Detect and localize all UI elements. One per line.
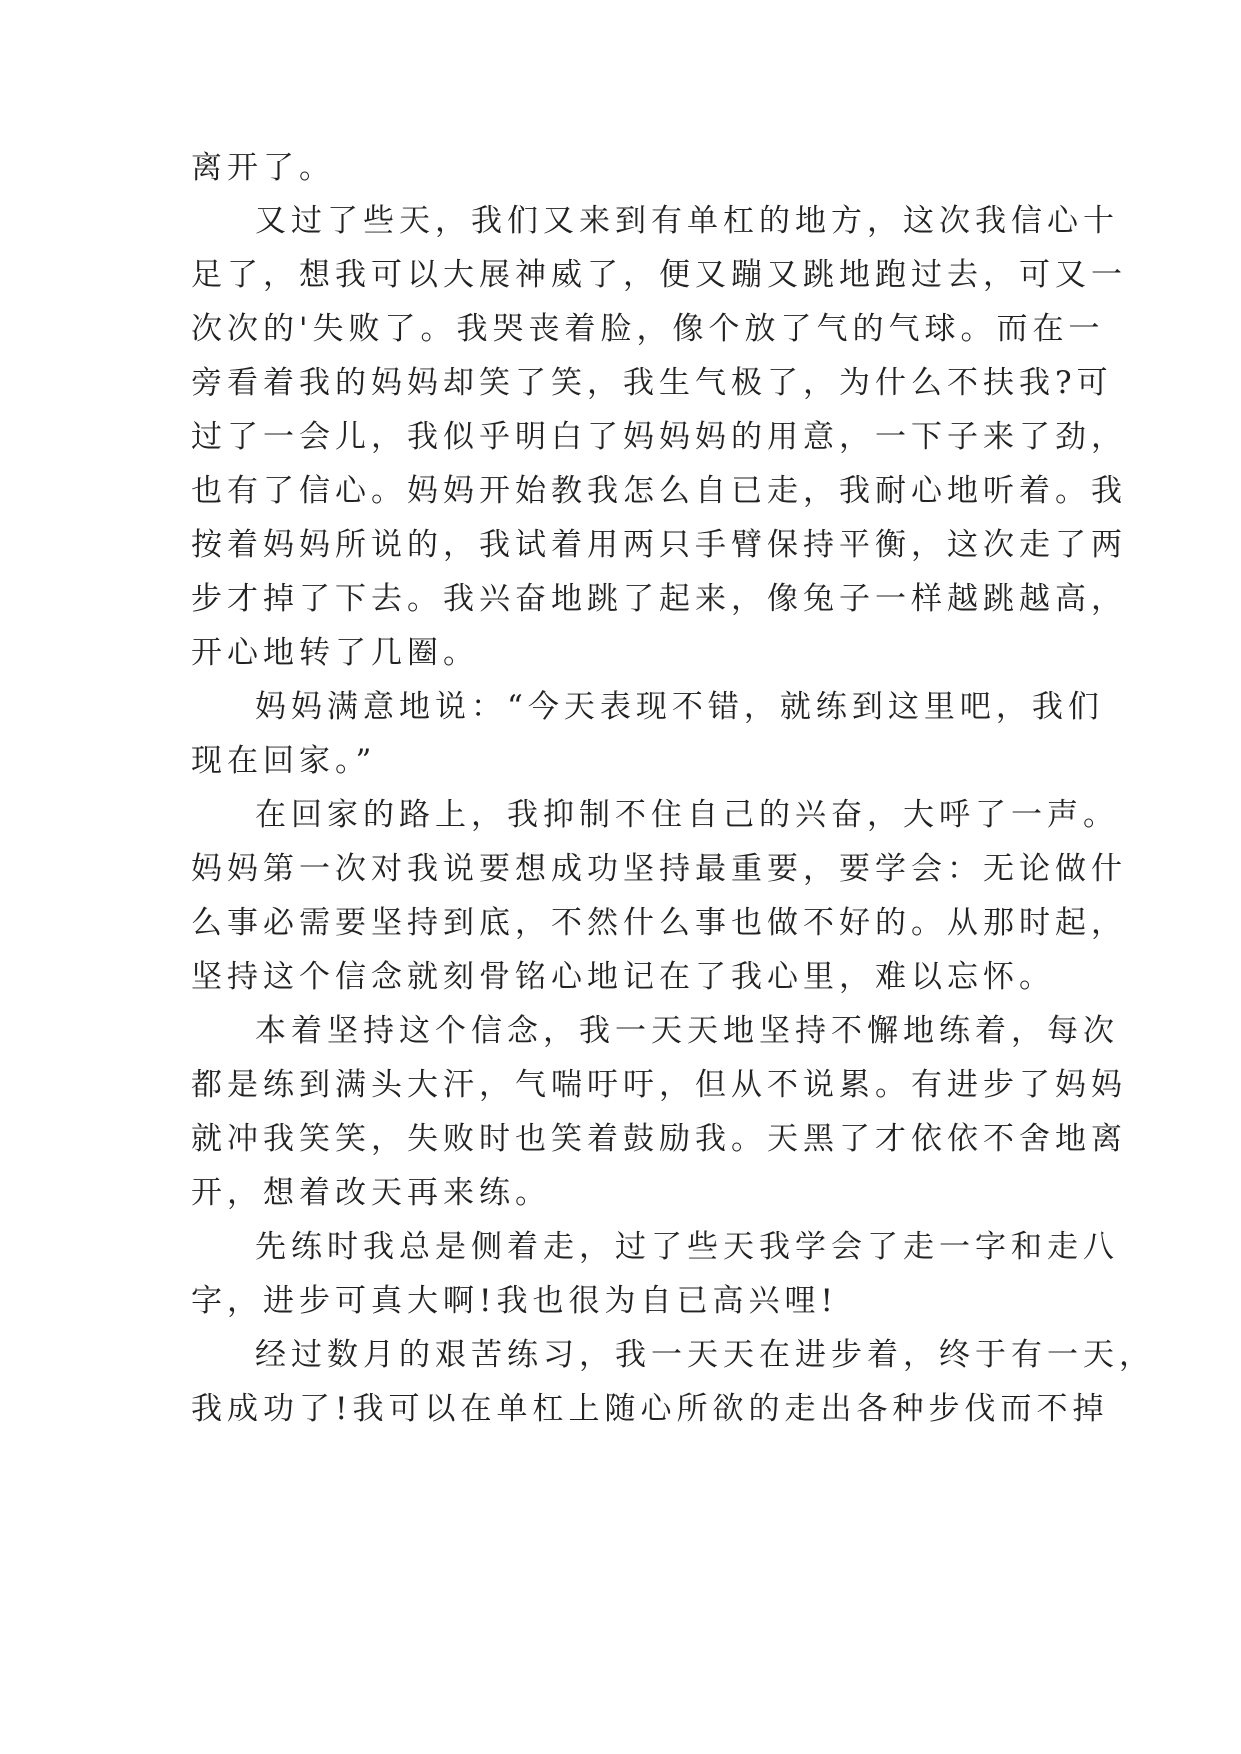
text-line: 么事必需要坚持到底，不然什么事也做不好的。从那时起， [191, 905, 1127, 941]
text-line: 我成功了!我可以在单杠上随心所欲的走出各种步伐而不掉 [191, 1391, 1109, 1427]
text-line: 次次的'失败了。我哭丧着脸，像个放了气的气球。而在一 [191, 311, 1105, 347]
text-line: 本着坚持这个信念，我一天天地坚持不懈地练着，每次 [255, 1013, 1119, 1049]
text-line: 足了，想我可以大展神威了，便又蹦又跳地跑过去，可又一 [191, 257, 1127, 293]
text-line: 现在回家。” [191, 743, 377, 779]
text-line: 先练时我总是侧着走，过了些天我学会了走一字和走八 [255, 1229, 1119, 1265]
text-line: 旁看着我的妈妈却笑了笑，我生气极了，为什么不扶我?可 [191, 365, 1113, 401]
text-line: 按着妈妈所说的，我试着用两只手臂保持平衡，这次走了两 [191, 527, 1127, 563]
text-line: 就冲我笑笑，失败时也笑着鼓励我。天黑了才依依不舍地离 [191, 1121, 1127, 1157]
text-line: 也有了信心。妈妈开始教我怎么自已走，我耐心地听着。我 [191, 473, 1127, 509]
text-line: 离开了。 [191, 150, 335, 186]
text-line: 过了一会儿，我似乎明白了妈妈妈的用意，一下子来了劲， [191, 419, 1127, 455]
text-line: 经过数月的艰苦练习，我一天天在进步着，终于有一天， [255, 1337, 1155, 1373]
text-line: 在回家的路上，我抑制不住自己的兴奋，大呼了一声。 [255, 797, 1119, 833]
text-line: 坚持这个信念就刻骨铭心地记在了我心里，难以忘怀。 [191, 959, 1055, 995]
text-line: 妈妈满意地说：“今天表现不错，就练到这里吧，我们 [255, 689, 1104, 725]
text-line: 都是练到满头大汗，气喘吁吁，但从不说累。有进步了妈妈 [191, 1067, 1127, 1103]
text-line: 步才掉了下去。我兴奋地跳了起来，像兔子一样越跳越高， [191, 581, 1127, 617]
text-line: 开，想着改天再来练。 [191, 1175, 551, 1211]
text-line: 开心地转了几圈。 [191, 635, 479, 671]
text-line: 字，进步可真大啊!我也很为自已高兴哩! [191, 1283, 838, 1319]
text-line: 又过了些天，我们又来到有单杠的地方，这次我信心十 [255, 203, 1119, 239]
text-line: 妈妈第一次对我说要想成功坚持最重要，要学会：无论做什 [191, 851, 1127, 887]
